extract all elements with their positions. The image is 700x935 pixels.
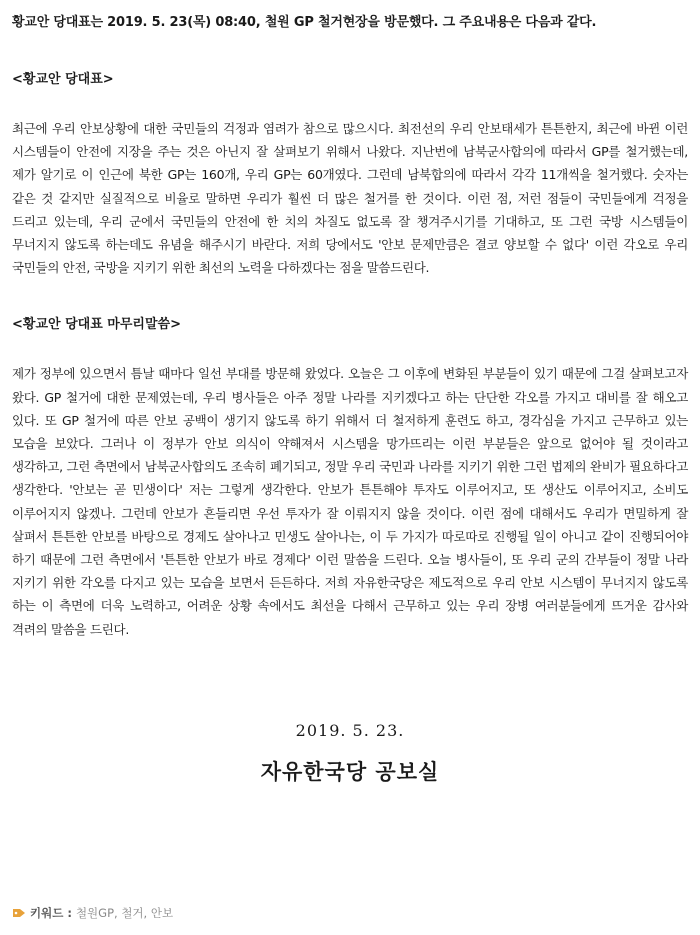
section-title-remarks: <황교안 당대표>	[12, 72, 114, 87]
release-date: 2019. 5. 23.	[295, 720, 405, 740]
tag-icon	[12, 907, 26, 919]
section-title-closing-remarks: <황교안 당대표 마무리말씀>	[12, 317, 181, 333]
lead-paragraph: 황교안 당대표는 2019. 5. 23(목) 08:40, 철원 GP 철거현장을 방문했다. 그 주요내용은 다음과 같다.	[12, 15, 597, 30]
closing-remarks-body: 제가 정부에 있으면서 틈날 때마다 일선 부대를 방문해 왔었다. 오늘은 그 이후에 변화된 부분들이 있기 때문에 그걸 살펴보고자 왔다. GP 철거에 대한 문제였는데, 우리 병사들은 아주 정말 나라를 지키겠다고 하는 단단한 각오를 가지고 대비를 잘 해오고 있다. 또 GP 철거에 따른 안보 공백이 생기지 않도록 하기 위해서 더 철저하게 훈련도 하고, 경각심을 가지고 근무하고 있는 모습을 보았다. 그러나 이 정부가 안보 의식이 약해져서 시스템을 망가뜨리는 이런 부분들은 앞으로 없어야 될 것이라고 생각하고, 그런 측면에서 남북군사합의도 조속히 폐기되고, 정말 우리 국민과 나라를 지키기 위한 그런 법제의 완비가 필요하다고 생각한다. '안보는 곧 민생이다' 저는 그렇게 생각한다. 안보가 튼튼해야 투자도 이루어지고, 또 생산도 이루어지고, 소비도 이루어지지 않겠나. 그런데 안보가 흔들리면 우선 투자가 잘 이뤄지지 않을 것이다. 이런 점에 대해서도 우리가 면밀하게 잘 살펴서 튼튼한 안보를 바탕으로 경제도 살아나고 민생도 살아나는, 이 두 가지가 따로따로 진행될 일이 아니고 같이 진행되어야 하기 때문에 그런 측면에서 '튼튼한 안보가 바로 경제다' 이런 말씀을 드린다. 오늘 병사들이, 또 우리 군의 간부들이 정말 나라 지키기 위한 각오를 다지고 있는 모습을 보면서 든든하다. 저희 자유한국당은 제도적으로 우리 안보 시스템이 무너지지 않도록 하는 이 측면에 더욱 노력하고, 어려운 상황 속에서도 최선을 다해서 근무하고 있는 우리 장병 여러분들에게 뜨거운 감사와 격려의 말씀을 드린다.	[12, 366, 688, 637]
keyword-values: 철원GP, 철거, 안보	[75, 906, 174, 920]
issuing-organization: 자유한국당 공보실	[260, 759, 440, 784]
keyword-label: 키워드 :	[30, 906, 72, 920]
keyword-bar	[12, 905, 173, 921]
remarks-body: 최근에 우리 안보상황에 대한 국민들의 걱정과 염려가 참으로 많으시다. 최전선의 우리 안보태세가 튼튼한지, 최근에 바뀐 이런 시스템들이 안전에 지장을 주는 것은 아닌지 잘 살펴보기 위해서 나왔다. 지난번에 남북군사합의에 따라서 GP를 철거했는데, 제가 알기로 이 인근에 북한 GP는 160개, 우리 GP는 60개였다. 그런데 남북합의에 따라서 각각 11개씩을 철거했다. 숫자는 같은 것 같지만 실질적으로 비율로 말하면 우리가 훨씬 더 많은 철거를 한 것이다. 이런 점, 저런 점들이 국민들에게 걱정을 드리고 있는데, 우리 군에서 국민들의 안전에 한 치의 차질도 없도록 잘 챙겨주시기를 기대하고, 또 그런 국방 시스템들이 무너지지 않도록 하는데도 유념을 해주시기 바란다. 저희 당에서도 '안보 문제만큼은 결코 양보할 수 없다' 이런 각오로 우리 국민들의 안전, 국방을 지키기 위한 최선의 노력을 다하겠다는 점을 말씀드린다.	[12, 121, 688, 276]
